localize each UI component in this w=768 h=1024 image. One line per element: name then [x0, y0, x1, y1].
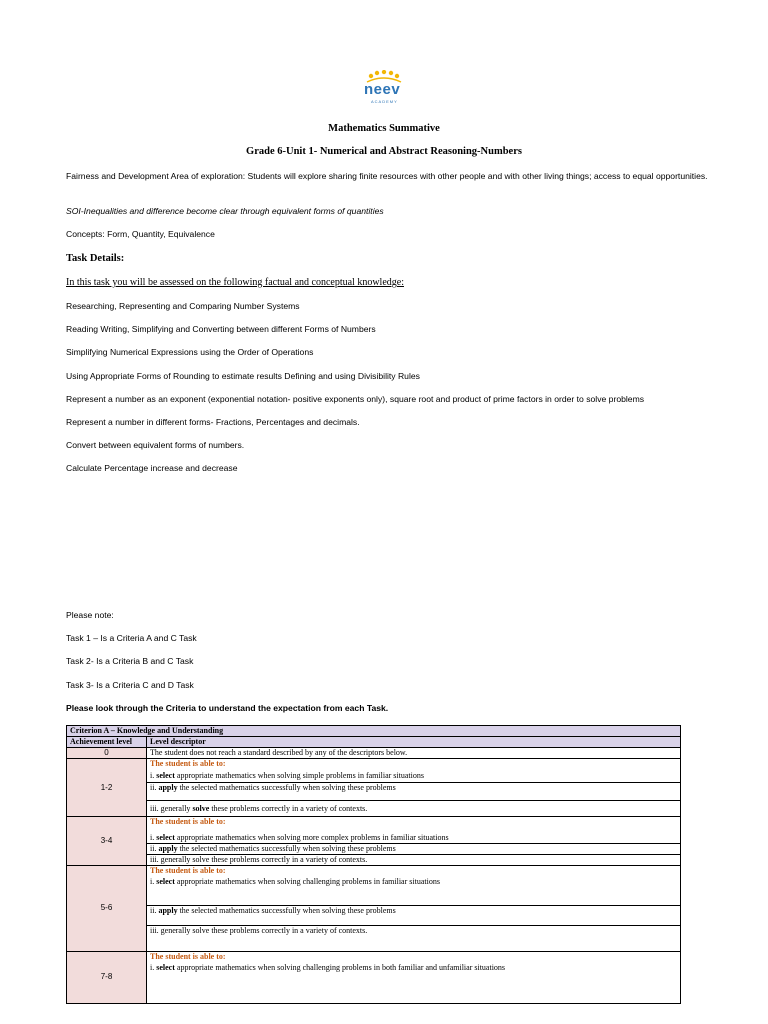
criterion-a-table — [66, 725, 681, 1004]
descriptor-i: i. select appropriate mathematics when solving more complex problems in familiar situations — [147, 833, 681, 844]
descriptor-iii: iii. generally solve these problems correctly in a variety of contexts. — [147, 925, 681, 951]
logo-wordmark: neev — [364, 81, 401, 98]
able-to-text: The student is able to: — [147, 759, 681, 771]
level-descriptor-header: Level descriptor — [147, 737, 681, 748]
table-row — [67, 817, 681, 833]
task-line: Task 2- Is a Criteria B and C Task — [66, 656, 194, 666]
descriptor-ii: ii. apply the selected mathematics successfully when solving these problems — [147, 905, 681, 925]
knowledge-item: Convert between equivalent forms of numbers. — [66, 440, 245, 450]
criteria-instruction: Please look through the Criteria to understand the expectation from each Task. — [66, 703, 389, 713]
descriptor-iii: iii. generally solve these problems correctly in a variety of contexts. — [147, 854, 681, 865]
knowledge-item: Researching, Representing and Comparing Number Systems — [66, 301, 300, 311]
knowledge-item: Represent a number as an exponent (exponential notation- positive exponents only), square root and product of prime factors in order to solve problems — [66, 394, 645, 404]
knowledge-item: Represent a number in different forms- Fractions, Percentages and decimals. — [66, 417, 360, 427]
level-cell: 0 — [67, 748, 147, 759]
task-details-heading: Task Details: — [66, 253, 125, 264]
level-cell: 5-6 — [67, 865, 147, 951]
table-row — [67, 748, 681, 759]
concepts-line: Concepts: Form, Quantity, Equivalence — [66, 229, 215, 239]
achievement-level-header: Achievement level — [67, 737, 147, 748]
task-line: Task 3- Is a Criteria C and D Task — [66, 680, 194, 690]
able-to-text: The student is able to: — [147, 817, 681, 833]
logo-subtext: ACADEMY — [371, 99, 398, 104]
table-row — [67, 865, 681, 877]
descriptor-i: i. select appropriate mathematics when solving challenging problems in familiar situations — [147, 877, 681, 905]
table-header-row — [67, 726, 681, 737]
descriptor-iii: iii. generally solve these problems correctly in a variety of contexts. — [147, 801, 681, 817]
knowledge-item: Using Appropriate Forms of Rounding to estimate results Defining and using Divisibility Rules — [66, 371, 420, 381]
soi-statement: SOI-Inequalities and difference become clear through equivalent forms of quantities — [66, 206, 384, 216]
criterion-title: Criterion A – Knowledge and Understanding — [67, 726, 681, 737]
table-row — [67, 759, 681, 771]
knowledge-item: Simplifying Numerical Expressions using the Order of Operations — [66, 347, 314, 357]
neev-academy-logo — [357, 70, 413, 106]
descriptor-ii: ii. apply the selected mathematics successfully when solving these problems — [147, 843, 681, 854]
assessed-heading: In this task you will be assessed on the following factual and conceptual knowledge: — [66, 277, 404, 288]
descriptor-i: i. select appropriate mathematics when solving challenging problems in both familiar and unfamiliar situations — [147, 963, 681, 1003]
table-row — [67, 951, 681, 963]
level-cell: 3-4 — [67, 817, 147, 866]
able-to-text: The student is able to: — [147, 865, 681, 877]
document-title: Mathematics Summative — [328, 123, 440, 134]
please-note: Please note: — [66, 610, 114, 620]
task-line: Task 1 – Is a Criteria A and C Task — [66, 633, 197, 643]
descriptor-i: i. select appropriate mathematics when solving simple problems in familiar situations — [147, 771, 681, 783]
descriptor-ii: ii. apply the selected mathematics successfully when solving these problems — [147, 783, 681, 801]
descriptor-cell: The student does not reach a standard described by any of the descriptors below. — [147, 748, 681, 759]
able-to-text: The student is able to: — [147, 951, 681, 963]
knowledge-item: Calculate Percentage increase and decrease — [66, 463, 238, 473]
unit-title: Grade 6-Unit 1- Numerical and Abstract Reasoning-Numbers — [246, 146, 522, 157]
level-cell: 7-8 — [67, 951, 147, 1003]
intro-paragraph: Fairness and Development Area of exploration: Students will explore sharing finite resources with other people and with other living things; access to equal opportunities. — [66, 171, 708, 181]
knowledge-item: Reading Writing, Simplifying and Converting between different Forms of Numbers — [66, 324, 376, 334]
table-column-row — [67, 737, 681, 748]
level-cell: 1-2 — [67, 759, 147, 817]
